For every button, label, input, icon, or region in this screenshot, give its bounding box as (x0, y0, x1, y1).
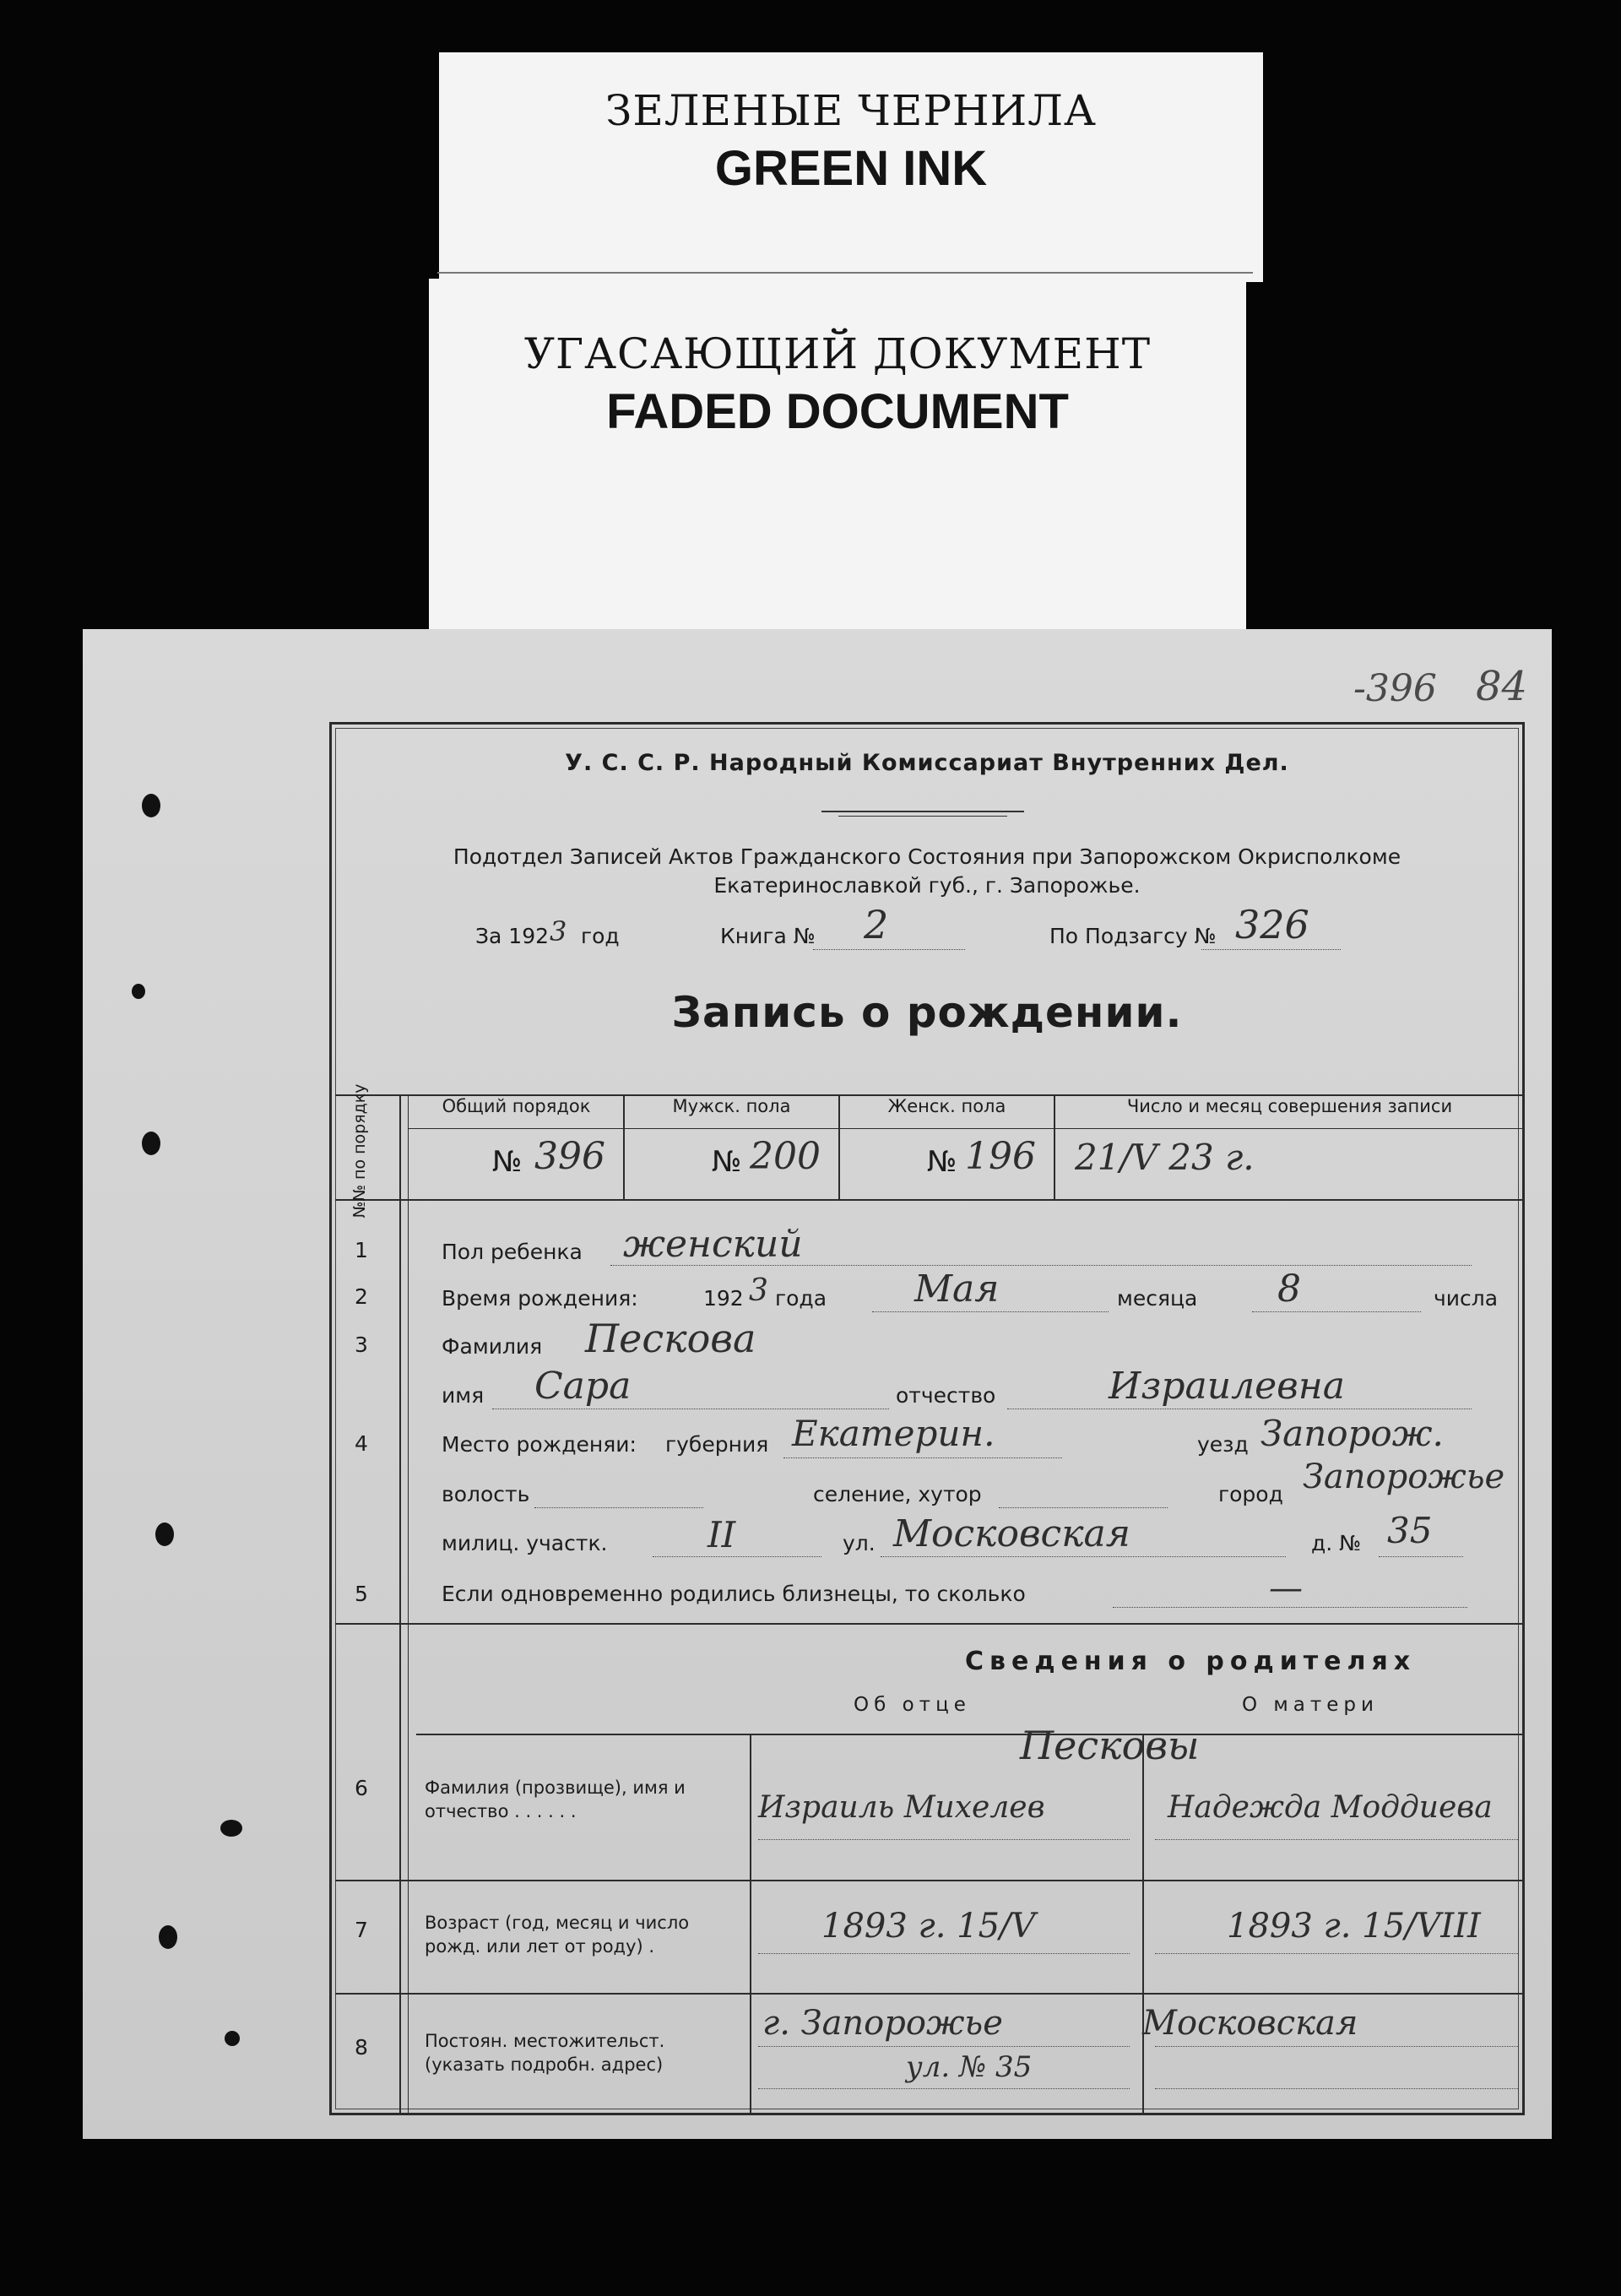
book-line (813, 949, 965, 950)
birth-day-value: 8 (1277, 1267, 1301, 1311)
subzags-line (1201, 949, 1341, 950)
male-header: Мужск. пола (672, 1096, 791, 1116)
birth-record-form (329, 722, 1525, 2115)
subzags-value: 326 (1235, 902, 1309, 947)
birth-year-prefix: 192 (703, 1286, 744, 1311)
header-rule (821, 811, 1024, 812)
subdivision-line1: Подотдел Записей Актов Гражданского Состояния при Запорожском Окрисполкоме (453, 844, 1401, 869)
punch-hole (159, 1925, 177, 1949)
table-rule (408, 1128, 1524, 1129)
faded-label-ru: УГАСАЮЩИЙ ДОКУМЕНТ (523, 329, 1152, 378)
city-label: город (1218, 1482, 1283, 1506)
green-ink-card (439, 52, 1263, 282)
green-ink-label-en: GREEN INK (714, 141, 988, 196)
parents-surname: Песковы (1020, 1723, 1200, 1768)
table-column-rule (408, 1094, 409, 2113)
table-rule (416, 1734, 1524, 1735)
table-column-rule (399, 1094, 401, 2113)
page-title: Запись о рождении. (671, 988, 1183, 1037)
father-residence-line (758, 2046, 1130, 2047)
father-age-line (758, 1953, 1130, 1954)
mother-name-line (1155, 1839, 1518, 1840)
female-header: Женск. пола (887, 1096, 1006, 1116)
twins-value: — (1269, 1569, 1303, 1608)
punch-hole (132, 984, 145, 999)
book-label: Книга № (720, 924, 816, 948)
table-rule (335, 1199, 1524, 1201)
table-rule (335, 1993, 1524, 1995)
birth-day-label: числа (1434, 1286, 1499, 1311)
row-number: 1 (355, 1238, 368, 1262)
militia-label: милиц. участк. (442, 1531, 608, 1555)
parent-age-label: Возраст (год, месяц и число рожд. или лет от роду) . (425, 1913, 690, 1957)
subdivision-line2: Екатеринославкой губ., г. Запорожье. (713, 873, 1141, 898)
house-value: 35 (1387, 1510, 1433, 1551)
mother-residence: Московская (1142, 2004, 1358, 2043)
birth-month-label: месяца (1117, 1286, 1198, 1311)
mother-age: 1893 г. 15/VIII (1227, 1907, 1481, 1946)
gubernia-label: губерния (665, 1432, 769, 1457)
militia-line (653, 1556, 821, 1557)
table-rule (335, 1623, 1524, 1625)
parents-heading: Сведения о родителях (965, 1647, 1417, 1676)
city-value: Запорожье (1303, 1457, 1505, 1496)
father-residence-line2: ул. № 35 (906, 2050, 1033, 2084)
table-rule (335, 1880, 1524, 1881)
faded-label-en: FADED DOCUMENT (606, 384, 1069, 439)
row-number: 2 (355, 1284, 368, 1309)
gubernia-value: Екатерин. (792, 1413, 995, 1454)
surname-label: Фамилия (442, 1334, 543, 1359)
row-number: 6 (355, 1776, 368, 1800)
father-residence-line (758, 2088, 1130, 2089)
subdivision-header (332, 843, 1522, 900)
birth-day-line (1252, 1311, 1421, 1312)
mother-residence-line (1155, 2088, 1518, 2089)
card-fold-line (437, 272, 1253, 274)
birth-year-value: 3 (749, 1273, 768, 1308)
female-prefix: № (927, 1145, 957, 1179)
punch-hole (142, 1132, 160, 1155)
male-number: 200 (750, 1135, 821, 1178)
father-name-line (758, 1839, 1130, 1840)
street-label: ул. (843, 1531, 876, 1555)
punch-hole (142, 794, 160, 817)
corner-mark: 84 (1476, 663, 1528, 710)
parent-name-label: Фамилия (прозвище), имя и отчество . . . . . . (425, 1778, 686, 1821)
sex-value: женский (623, 1223, 803, 1266)
punch-hole (155, 1523, 174, 1546)
table-column-rule (750, 1734, 751, 2113)
twins-label: Если одновременно родились близнецы, то сколько (442, 1582, 1026, 1606)
mother-residence-line (1155, 2046, 1518, 2047)
patronymic-label: отчество (896, 1383, 996, 1408)
general-number: 396 (534, 1135, 605, 1178)
father-heading: Об отце (854, 1694, 971, 1716)
subzags-label: По Подзагсу № (1049, 924, 1217, 948)
uezd-value: Запорож. (1260, 1413, 1444, 1454)
birth-month-value: Мая (914, 1267, 1000, 1311)
father-residence: г. Запорожье (762, 2004, 1003, 2043)
street-value: Московская (893, 1512, 1130, 1555)
house-label: д. № (1311, 1531, 1362, 1555)
surname-value: Пескова (585, 1316, 756, 1361)
patronymic-value: Израилевна (1109, 1365, 1345, 1408)
name-value: Сара (534, 1365, 632, 1408)
village-line (999, 1507, 1168, 1508)
parent-residence-label: Постоян. местожительст. (указать подробн. адрес) (425, 2031, 665, 2075)
father-age: 1893 г. 15/V (821, 1907, 1036, 1946)
birth-year-label: года (775, 1286, 827, 1311)
punch-hole (225, 2031, 240, 2046)
birth-month-line (872, 1311, 1109, 1312)
row-number: 8 (355, 2035, 368, 2060)
header-rule (838, 816, 1007, 817)
militia-value: II (707, 1514, 736, 1555)
row-number-header: №№ по порядку (350, 1083, 369, 1219)
row-number: 4 (355, 1431, 368, 1456)
commissariat-header: У. С. С. Р. Народный Комиссариат Внутренних Дел. (565, 750, 1289, 776)
volost-line (534, 1507, 703, 1508)
mother-name: Надежда Моддиева (1168, 1790, 1493, 1825)
faded-document-card (429, 279, 1246, 633)
name-label: имя (442, 1383, 485, 1408)
row-number: 3 (355, 1333, 368, 1357)
house-line (1379, 1556, 1463, 1557)
punch-hole (220, 1820, 242, 1837)
birth-label: Время рождения: (442, 1286, 638, 1311)
street-line (881, 1556, 1286, 1557)
sheet-number: -396 (1353, 667, 1437, 710)
row-number: 5 (355, 1582, 368, 1606)
book-value: 2 (864, 902, 889, 947)
green-ink-label-ru: ЗЕЛЕНЫЕ ЧЕРНИЛА (605, 86, 1097, 135)
year-label: За 192 (475, 924, 550, 948)
volost-label: волость (442, 1482, 530, 1506)
year-value: 3 (550, 915, 567, 947)
mother-age-line (1155, 1953, 1518, 1954)
sex-label: Пол ребенка (442, 1240, 583, 1264)
general-order-header: Общий порядок (442, 1096, 591, 1116)
male-prefix: № (712, 1145, 742, 1179)
father-name: Израиль Михелев (758, 1790, 1045, 1825)
date-header: Число и месяц совершения записи (1126, 1096, 1453, 1116)
village-label: селение, хутор (813, 1482, 982, 1506)
record-date: 21/V 23 г. (1075, 1137, 1255, 1178)
row-number: 7 (355, 1918, 368, 1942)
mother-heading: О матери (1242, 1694, 1379, 1716)
general-prefix: № (492, 1145, 523, 1179)
female-number: 196 (965, 1135, 1036, 1178)
table-column-rule (1142, 1734, 1144, 2113)
gubernia-line (783, 1457, 1062, 1458)
place-label: Место рожденяи: (442, 1432, 637, 1457)
uezd-label: уезд (1197, 1432, 1249, 1457)
year-suffix: год (581, 924, 620, 948)
